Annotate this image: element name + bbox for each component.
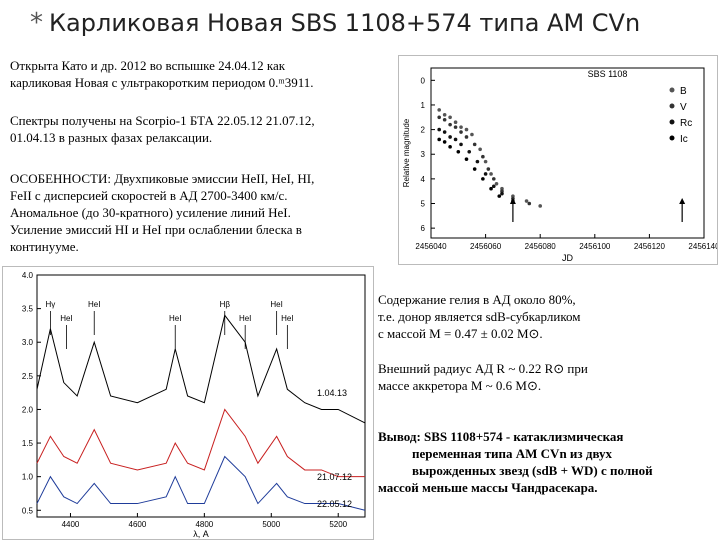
data-point	[437, 138, 441, 142]
line-label: HeI	[169, 314, 182, 323]
conclusion-line: переменная типа AM CVn из двух	[412, 446, 613, 461]
radius-line: Внешний радиус АД R ~ 0.22 R⊙ при	[378, 361, 588, 376]
data-point	[500, 192, 504, 196]
data-point	[481, 155, 485, 159]
title-text: Карликовая Новая SBS 1108+574 типа AM CVn	[49, 9, 641, 37]
conclusion-line: вырожденных звезд (sdB + WD) с полной	[412, 463, 653, 478]
line-label: Hβ	[219, 300, 230, 309]
arrow-head	[679, 198, 685, 204]
data-point	[448, 135, 452, 139]
data-point	[481, 177, 485, 181]
conclusion-line: Вывод: SBS 1108+574 - катаклизмическая	[378, 429, 624, 444]
y-tick-label: 4.0	[21, 271, 33, 280]
legend-label: Ic	[680, 134, 688, 145]
data-point	[443, 113, 447, 117]
title-bullet: *	[30, 8, 43, 38]
data-point	[497, 194, 501, 198]
spectrum-chart	[3, 267, 373, 539]
features-line: FeII с дисперсией скоростей в АД 2700-3400 км/с.	[10, 188, 288, 203]
features-paragraph	[10, 170, 394, 255]
data-point	[484, 160, 488, 164]
data-point	[437, 128, 441, 132]
line-label: HeI	[88, 300, 101, 309]
conclusion-paragraph	[378, 428, 714, 496]
data-point	[443, 140, 447, 144]
x-tick-label: 2456060	[470, 242, 502, 251]
y-tick-label: 2.0	[21, 405, 33, 415]
features-line: континууме.	[10, 239, 79, 254]
y-tick-label: 3.5	[21, 304, 33, 314]
data-point	[454, 125, 458, 129]
spectrum-series	[37, 457, 365, 511]
data-point	[454, 138, 458, 142]
data-point	[476, 160, 480, 164]
data-point	[467, 150, 471, 154]
x-tick-label: 4400	[61, 520, 80, 529]
helium-line: с массой M = 0.47 ± 0.02 M⊙.	[378, 326, 543, 341]
conclusion-line: массой меньше массы Чандрасекара.	[378, 480, 598, 495]
data-point	[459, 143, 463, 147]
data-point	[437, 115, 441, 119]
y-tick-label: 3	[420, 150, 425, 160]
data-point	[443, 130, 447, 134]
light-curve-panel	[398, 55, 718, 265]
plot-frame	[37, 275, 365, 517]
legend-marker	[670, 120, 675, 125]
data-point	[538, 204, 542, 208]
y-tick-label: 2	[420, 125, 425, 135]
data-point	[478, 148, 482, 152]
legend-marker	[670, 136, 675, 141]
legend-marker	[670, 104, 675, 109]
radius-line: массе аккретора M ~ 0.6 M⊙.	[378, 378, 542, 393]
data-point	[470, 133, 474, 137]
helium-line: т.е. донор является sdB-субкарликом	[378, 309, 581, 324]
line-label: HeI	[60, 314, 73, 323]
data-point	[465, 157, 469, 161]
data-point	[465, 128, 469, 132]
features-line: Аномальное (до 30-кратного) усиление линий HeI.	[10, 205, 291, 220]
y-tick-label: 3.0	[21, 338, 33, 348]
data-point	[527, 202, 531, 206]
data-point	[487, 167, 491, 171]
y-tick-label: 1.5	[21, 439, 33, 449]
curve-label: 22.05.12	[317, 498, 353, 509]
spectra-line: 01.04.13 в разных фазах релаксации.	[10, 130, 213, 145]
data-point	[457, 150, 461, 154]
y-tick-label: 4	[420, 174, 425, 184]
x-tick-label: 2456140	[688, 242, 717, 251]
data-point	[459, 125, 463, 129]
y-tick-label: 0.5	[21, 506, 33, 516]
curve-label: 1.04.13	[317, 388, 348, 398]
data-point	[489, 172, 493, 176]
data-point	[489, 187, 493, 191]
spectra-line: Спектры получены на Scorpio-1 БТА 22.05.12 21.07.12,	[10, 113, 315, 128]
y-tick-label: 1.0	[21, 472, 33, 482]
line-label: Hγ	[45, 300, 56, 309]
legend-label: B	[680, 86, 687, 97]
curve-label: 21.07.12	[317, 472, 353, 483]
plot-frame	[431, 68, 704, 238]
legend-label: Rc	[680, 118, 693, 129]
data-point	[525, 199, 529, 203]
x-tick-label: 4800	[195, 520, 214, 529]
intro-line: карликовая Новая с ультракоротким периодом 0.ᵐ3911.	[10, 75, 314, 90]
x-tick-label: 2456120	[633, 242, 665, 251]
x-tick-label: 4600	[128, 520, 147, 529]
features-line: ОСОБЕННОСТИ: Двухпиковые эмиссии HeII, HeI, HI,	[10, 171, 315, 186]
x-tick-label: 2456080	[524, 242, 556, 251]
spectrum-panel	[2, 266, 374, 540]
intro-line: Открыта Като и др. 2012 во вспышке 24.04.12 как	[10, 58, 286, 73]
data-point	[459, 130, 463, 134]
data-point	[443, 118, 447, 122]
y-axis-label: Relative magnitude	[402, 118, 411, 188]
x-tick-label: 5000	[262, 520, 281, 529]
data-point	[492, 177, 496, 181]
data-point	[448, 115, 452, 119]
chart-title: SBS 1108	[587, 69, 628, 79]
light-curve-chart	[399, 56, 717, 264]
y-tick-label: 2.5	[21, 371, 33, 381]
spectrum-series	[37, 409, 365, 476]
data-point	[454, 120, 458, 124]
y-tick-label: 5	[420, 199, 425, 209]
slide-title	[30, 8, 710, 42]
data-point	[473, 167, 477, 171]
data-point	[492, 184, 496, 188]
spectra-paragraph	[10, 112, 400, 146]
x-tick-label: 2456040	[415, 242, 447, 251]
data-point	[437, 108, 441, 112]
radius-paragraph	[378, 360, 708, 394]
intro-paragraph	[10, 57, 400, 91]
x-axis-label: λ, A	[193, 529, 209, 539]
y-tick-label: 6	[420, 224, 425, 234]
x-axis-label: JD	[562, 253, 573, 263]
helium-line: Содержание гелия в АД около 80%,	[378, 292, 576, 307]
legend-label: V	[680, 102, 687, 113]
legend-marker	[670, 88, 675, 93]
data-point	[465, 135, 469, 139]
line-label: HeI	[270, 300, 283, 309]
data-point	[495, 182, 499, 186]
line-label: HeI	[281, 314, 294, 323]
x-tick-label: 5200	[329, 520, 348, 529]
data-point	[448, 145, 452, 149]
data-point	[448, 123, 452, 127]
features-line: Усиление эмиссий HI и HeI при ослаблении блеска в	[10, 222, 302, 237]
x-tick-label: 2456100	[579, 242, 611, 251]
spectrum-series	[37, 315, 365, 423]
line-label: HeI	[238, 314, 252, 323]
y-tick-label: 1	[420, 100, 425, 110]
data-point	[484, 172, 488, 176]
data-point	[473, 143, 477, 147]
y-tick-label: 0	[420, 76, 425, 86]
helium-paragraph	[378, 291, 708, 342]
arrow-head	[510, 198, 516, 204]
